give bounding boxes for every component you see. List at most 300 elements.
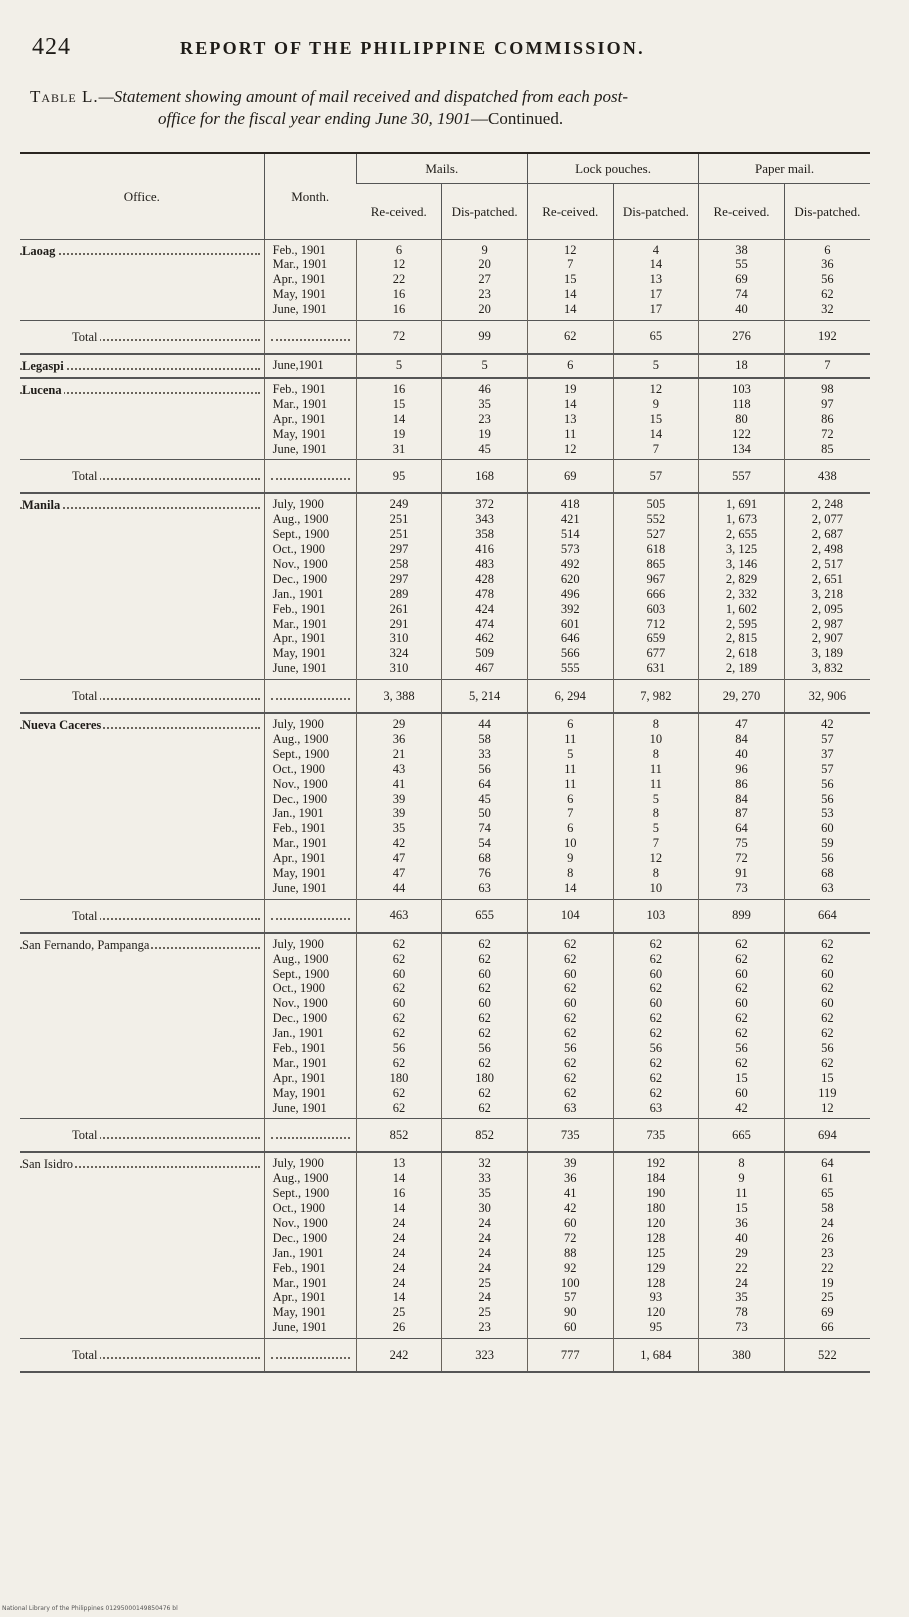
dot-leader [271, 1131, 350, 1139]
value: 35 [392, 821, 406, 836]
value: 7 [567, 806, 574, 821]
value: 69 [821, 1305, 834, 1320]
total-label-cell [20, 680, 264, 714]
month-label: Apr., 1901 [272, 1290, 326, 1305]
pouches-dispatched-cell [613, 239, 699, 320]
mails-received-cell [356, 933, 442, 1119]
value: 92 [563, 1260, 577, 1275]
month-label: Nov., 1900 [272, 776, 328, 791]
value: 62 [392, 936, 406, 951]
value: 63 [649, 1100, 663, 1115]
dot-leader [72, 698, 260, 700]
total-row [20, 1339, 870, 1373]
value: 27 [478, 272, 491, 287]
month-label: May, 1901 [272, 1085, 326, 1100]
value: 62 [392, 951, 406, 966]
value: 63 [478, 880, 491, 895]
total-label: Total [72, 689, 98, 704]
value: 261 [389, 601, 409, 616]
office-cell [20, 933, 264, 1119]
value: 25 [392, 1305, 406, 1320]
value: 13 [392, 1156, 406, 1171]
value: 60 [821, 821, 834, 836]
value: 5 [652, 791, 659, 806]
value: 5 [395, 357, 403, 372]
mails-received-cell [356, 239, 442, 320]
paper-received-cell [699, 354, 785, 378]
value: 90 [563, 1305, 577, 1320]
value: 62 [821, 981, 834, 996]
value: 603 [646, 601, 666, 616]
value: 33 [478, 1171, 491, 1186]
col-group-lock-pouches: Lock pouches. [527, 153, 698, 183]
mails-dispatched-total: 655 [442, 899, 528, 933]
value: 118 [732, 396, 751, 411]
pouches-received-total: 777 [527, 1339, 613, 1373]
value: 62 [735, 951, 748, 966]
month-label: Mar., 1901 [272, 1275, 328, 1290]
value: 60 [563, 996, 577, 1011]
value: 291 [389, 616, 409, 631]
paper-dispatched-cell [784, 354, 870, 378]
month-label: July, 1900 [272, 1156, 324, 1171]
value: 134 [732, 441, 751, 456]
month-label: June, 1901 [272, 302, 327, 317]
value: 8 [652, 806, 659, 821]
value: 22 [821, 1260, 834, 1275]
pouches-received-cell [527, 713, 613, 899]
table-caption [30, 86, 880, 130]
value: 13 [649, 272, 663, 287]
month-label: June, 1901 [272, 441, 327, 456]
pouches-dispatched-cell [613, 713, 699, 899]
value: 50 [478, 806, 491, 821]
value: 3, 189 [811, 646, 844, 661]
dot-leader [271, 692, 350, 700]
mails-dispatched-cell [442, 378, 528, 460]
month-label: Mar., 1901 [272, 616, 328, 631]
pouches-received-total: 62 [527, 320, 613, 354]
value: 12 [649, 851, 663, 866]
value: 60 [392, 966, 406, 981]
month-label: Aug., 1900 [272, 512, 329, 527]
office-name: San Isidro [22, 1157, 74, 1172]
value: 7 [824, 357, 831, 372]
value: 555 [560, 661, 580, 676]
office-row [20, 1152, 870, 1338]
value: 7 [652, 836, 659, 851]
month-label: June, 1901 [272, 1320, 327, 1335]
dot-leader [72, 1137, 260, 1139]
value: 42 [821, 717, 834, 732]
value: 62 [735, 1011, 748, 1026]
pouches-received-total: 6, 294 [527, 680, 613, 714]
value: 15 [735, 1070, 748, 1085]
pouches-received-cell [527, 493, 613, 679]
value: 12 [563, 441, 577, 456]
value: 2, 907 [811, 631, 844, 646]
value: 2, 651 [811, 571, 844, 586]
office-cell [20, 239, 264, 320]
value: 21 [392, 746, 406, 761]
office-row [20, 354, 870, 378]
mails-dispatched-total: 5, 214 [442, 680, 528, 714]
office-row [20, 239, 870, 320]
value: 310 [389, 631, 409, 646]
value: 15 [649, 411, 663, 426]
month-label: Sept., 1900 [272, 1186, 330, 1201]
month-label: Dec., 1900 [272, 1230, 328, 1245]
value: 23 [478, 1320, 491, 1335]
value: 62 [563, 1070, 577, 1085]
value: 8 [652, 746, 659, 761]
value: 324 [389, 646, 409, 661]
value: 20 [478, 257, 491, 272]
value: 66 [821, 1320, 834, 1335]
value: 416 [475, 542, 494, 557]
total-row [20, 460, 870, 494]
total-label-cell [20, 460, 264, 494]
paper-dispatched-cell [784, 933, 870, 1119]
value: 9 [481, 242, 488, 257]
value: 60 [478, 966, 491, 981]
mails-received-total: 95 [356, 460, 442, 494]
value: 56 [478, 1041, 491, 1056]
value: 424 [475, 601, 494, 616]
value: 96 [735, 761, 748, 776]
value: 62 [821, 951, 834, 966]
value: 297 [389, 542, 409, 557]
value: 659 [646, 631, 666, 646]
total-label: Total [72, 1128, 98, 1143]
value: 62 [735, 936, 748, 951]
value: 128 [646, 1275, 666, 1290]
value: 4 [652, 242, 659, 257]
paper-received-cell [699, 493, 785, 679]
col-pouches-dispatched: Dis-patched. [613, 183, 699, 239]
value: 552 [646, 512, 666, 527]
value: 12 [649, 381, 663, 396]
paper-dispatched-cell [784, 493, 870, 679]
office-row [20, 713, 870, 899]
value: 17 [649, 287, 663, 302]
value: 24 [735, 1275, 748, 1290]
paper-received-cell [699, 1152, 785, 1338]
month-label: Aug., 1900 [272, 731, 329, 746]
month-cell [264, 933, 356, 1119]
value: 11 [564, 426, 577, 441]
value: 184 [646, 1171, 666, 1186]
value: 13 [563, 411, 577, 426]
value: 62 [821, 1026, 834, 1041]
value: 2, 095 [811, 601, 844, 616]
value: 2, 815 [725, 631, 758, 646]
value: 45 [478, 441, 491, 456]
value: 91 [735, 866, 748, 880]
value: 62 [735, 1055, 748, 1070]
mail-statement-table [20, 152, 870, 1373]
mails-dispatched-total: 852 [442, 1119, 528, 1153]
value: 19 [821, 1275, 834, 1290]
value: 86 [821, 411, 834, 426]
dot-leader [72, 478, 260, 480]
month-label: May, 1901 [272, 866, 326, 880]
value: 119 [818, 1085, 837, 1100]
value: 14 [392, 1171, 406, 1186]
value: 62 [392, 1055, 406, 1070]
mails-dispatched-cell [442, 493, 528, 679]
value: 24 [478, 1290, 491, 1305]
paper-dispatched-total: 522 [784, 1339, 870, 1373]
value: 56 [821, 851, 834, 866]
value: 289 [389, 586, 409, 601]
office-cell [20, 713, 264, 899]
page-header [32, 34, 872, 70]
col-group-mails: Mails. [356, 153, 527, 183]
pouches-received-total: 104 [527, 899, 613, 933]
month-label: Oct., 1900 [272, 1201, 326, 1216]
value: 62 [649, 1085, 663, 1100]
month-cell [264, 493, 356, 679]
value: 11 [735, 1186, 748, 1201]
mails-dispatched-cell [442, 239, 528, 320]
month-cell [264, 378, 356, 460]
value: 258 [389, 556, 409, 571]
pouches-received-total: 735 [527, 1119, 613, 1153]
value: 249 [389, 497, 409, 512]
value: 73 [735, 880, 748, 895]
pouches-received-cell [527, 239, 613, 320]
mails-received-cell [356, 1152, 442, 1338]
month-label: Feb., 1901 [272, 242, 326, 257]
value: 15 [563, 272, 577, 287]
value: 103 [732, 381, 751, 396]
value: 62 [649, 951, 663, 966]
value: 60 [735, 966, 748, 981]
value: 23 [821, 1245, 834, 1260]
archive-stamp: National Library of the Philippines 01295000149850476 bl [2, 1605, 178, 1612]
total-row [20, 680, 870, 714]
month-label: Dec., 1900 [272, 571, 328, 586]
month-label: Mar., 1901 [272, 257, 328, 272]
office-cell [20, 493, 264, 679]
total-row [20, 899, 870, 933]
value: 36 [821, 257, 834, 272]
value: 2, 248 [811, 497, 844, 512]
value: 573 [560, 542, 580, 557]
value: 6 [824, 242, 831, 257]
value: 22 [392, 272, 406, 287]
value: 24 [392, 1260, 406, 1275]
value: 14 [563, 302, 577, 317]
value: 62 [735, 981, 748, 996]
value: 483 [475, 556, 494, 571]
paper-received-total: 557 [699, 460, 785, 494]
value: 8 [738, 1156, 745, 1171]
value: 297 [389, 571, 409, 586]
value: 122 [732, 426, 751, 441]
value: 60 [821, 996, 834, 1011]
value: 16 [392, 302, 406, 317]
value: 40 [735, 302, 748, 317]
value: 12 [563, 242, 577, 257]
pouches-received-cell [527, 1152, 613, 1338]
mails-dispatched-total: 168 [442, 460, 528, 494]
paper-received-cell [699, 933, 785, 1119]
value: 62 [649, 1026, 663, 1041]
value: 62 [478, 981, 491, 996]
value: 45 [478, 791, 491, 806]
value: 15 [392, 396, 406, 411]
paper-dispatched-total: 664 [784, 899, 870, 933]
month-label: Apr., 1901 [272, 851, 326, 866]
value: 84 [735, 731, 748, 746]
value: 128 [646, 1230, 666, 1245]
mails-received-total: 72 [356, 320, 442, 354]
month-label: Oct., 1900 [272, 542, 326, 557]
total-row [20, 1119, 870, 1153]
pouches-received-cell [527, 933, 613, 1119]
value: 11 [564, 776, 577, 791]
value: 43 [392, 761, 406, 776]
pouches-dispatched-cell [613, 1152, 699, 1338]
value: 10 [563, 836, 577, 851]
month-label: Sept., 1900 [272, 527, 330, 542]
month-label: Jan., 1901 [272, 1026, 324, 1041]
value: 15 [735, 1201, 748, 1216]
value: 29 [392, 717, 406, 732]
value: 19 [563, 381, 577, 396]
total-label: Total [72, 329, 98, 344]
value: 62 [821, 1055, 834, 1070]
pouches-dispatched-cell [613, 493, 699, 679]
value: 25 [821, 1290, 834, 1305]
value: 14 [649, 426, 663, 441]
paper-received-total: 899 [699, 899, 785, 933]
value: 47 [735, 717, 748, 732]
caption-text-line1: —Statement showing amount of mail received and dispatched from each post- [98, 87, 629, 106]
dot-leader [72, 918, 260, 920]
mails-received-cell [356, 493, 442, 679]
value: 3, 832 [811, 661, 844, 676]
value: 24 [392, 1230, 406, 1245]
value: 62 [821, 1011, 834, 1026]
col-month: Month. [264, 153, 356, 239]
value: 98 [821, 381, 834, 396]
value: 6 [567, 717, 574, 732]
total-month-cell [264, 1119, 356, 1153]
month-label: Mar., 1901 [272, 836, 328, 851]
value: 1, 691 [725, 497, 758, 512]
month-label: Jan., 1901 [272, 586, 324, 601]
table-body [20, 239, 870, 1372]
value: 10 [649, 731, 663, 746]
value: 62 [649, 1055, 663, 1070]
dot-leader [72, 339, 260, 341]
value: 63 [563, 1100, 577, 1115]
value: 967 [646, 571, 666, 586]
value: 60 [563, 1320, 577, 1335]
value: 180 [646, 1201, 666, 1216]
value: 5 [652, 357, 659, 372]
value: 61 [821, 1171, 834, 1186]
month-label: Feb., 1901 [272, 821, 326, 836]
caption-text-line2: office for the fiscal year ending June 30, 1901 [158, 109, 472, 128]
value: 64 [478, 776, 491, 791]
value: 56 [392, 1041, 406, 1056]
value: 39 [563, 1156, 577, 1171]
office-name: Lucena [22, 382, 62, 397]
value: 62 [563, 1026, 577, 1041]
total-label-cell [20, 1339, 264, 1373]
pouches-dispatched-cell [613, 378, 699, 460]
value: 62 [478, 1011, 491, 1026]
value: 14 [392, 1290, 406, 1305]
value: 2, 618 [725, 646, 758, 661]
value: 62 [821, 287, 834, 302]
mails-received-cell [356, 713, 442, 899]
value: 42 [563, 1201, 577, 1216]
month-label: Oct., 1900 [272, 761, 326, 776]
value: 2, 595 [725, 616, 758, 631]
mails-dispatched-total: 99 [442, 320, 528, 354]
mails-received-cell [356, 354, 442, 378]
value: 33 [478, 746, 491, 761]
value: 56 [735, 1041, 748, 1056]
month-label: Sept., 1900 [272, 746, 330, 761]
value: 24 [392, 1245, 406, 1260]
pouches-received-cell [527, 354, 613, 378]
value: 57 [821, 761, 834, 776]
value: 35 [735, 1290, 748, 1305]
value: 57 [821, 731, 834, 746]
value: 358 [475, 527, 494, 542]
value: 24 [392, 1275, 406, 1290]
value: 41 [563, 1186, 577, 1201]
value: 9 [652, 396, 659, 411]
value: 60 [392, 996, 406, 1011]
value: 7 [567, 257, 574, 272]
value: 462 [475, 631, 494, 646]
pouches-dispatched-total: 1, 684 [613, 1339, 699, 1373]
value: 62 [478, 1085, 491, 1100]
value: 11 [564, 761, 577, 776]
value: 566 [560, 646, 580, 661]
value: 60 [563, 1216, 577, 1231]
value: 372 [475, 497, 494, 512]
value: 62 [563, 1055, 577, 1070]
caption-label: Table L. [30, 87, 99, 106]
value: 25 [478, 1275, 491, 1290]
value: 8 [652, 866, 659, 880]
paper-dispatched-cell [784, 1152, 870, 1338]
office-name: Legaspi [22, 358, 64, 373]
value: 2, 189 [725, 661, 758, 676]
total-label-cell [20, 320, 264, 354]
value: 631 [646, 661, 666, 676]
month-label: Jan., 1901 [272, 1245, 324, 1260]
value: 36 [563, 1171, 577, 1186]
value: 251 [389, 527, 409, 542]
value: 58 [821, 1201, 834, 1216]
mails-dispatched-cell [442, 1152, 528, 1338]
pouches-received-total: 69 [527, 460, 613, 494]
value: 474 [475, 616, 494, 631]
value: 62 [563, 1011, 577, 1026]
value: 514 [560, 527, 580, 542]
paper-received-cell [699, 378, 785, 460]
value: 1, 602 [725, 601, 758, 616]
